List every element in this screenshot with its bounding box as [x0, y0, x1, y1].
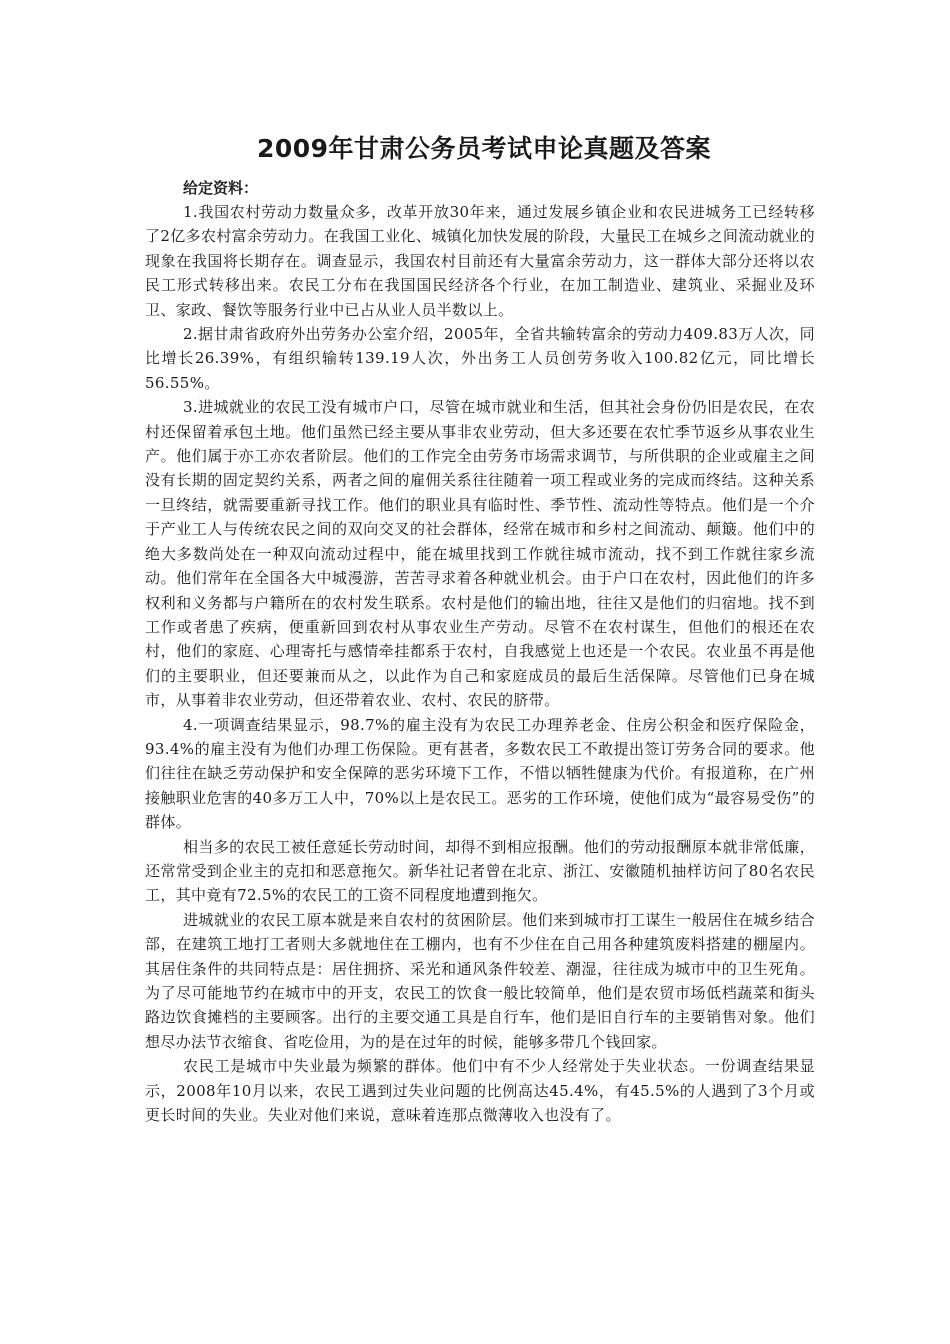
- paragraph-6: 进城就业的农民工原本就是来自农村的贫困阶层。他们来到城市打工谋生一般居住在城乡结合部，在建筑工地打工者则大多就地住在工棚内，也有不少住在自己用各种建筑废料搭建的棚屋内。其居住条件的共同特点是：居住拥挤、采光和通风条件较差、潮湿，往往成为城市中的卫生死角。为了尽可能地节约在城市中的开支，农民工的饮食一般比较简单，他们是农贸市场低档蔬菜和街头路边饮食摊档的主要顾客。出行的主要交通工具是自行车，他们是旧自行车的主要销售对象。他们想尽办法节衣缩食、省吃俭用，为的是在过年的时候，能够多带几个钱回家。: [145, 910, 815, 1051]
- paragraph-4: 4.一项调查结果显示，98.7%的雇主没有为农民工办理养老金、住房公积金和医疗保险金，93.4%的雇主没有为他们办理工伤保险。更有甚者，多数农民工不敢提出签订劳务合同的要求。他们往往在缺乏劳动保护和安全保障的恶劣环境下工作，不惜以牺牲健康为代价。有报道称，在广州接触职业危害的40多万工人中，70%以上是农民工。恶劣的工作环境，使他们成为“最容易受伤”的群体。: [145, 715, 815, 832]
- paragraph-7: 农民工是城市中失业最为频繁的群体。他们中有不少人经常处于失业状态。一份调查结果显示，2008年10月以来，农民工遇到过失业问题的比例高达45.4%，有45.5%的人遇到了3个月或更长时间的失业。失业对他们来说，意味着连那点微薄收入也没有了。: [145, 1057, 815, 1125]
- document-title: 2009年甘肃公务员考试申论真题及答案: [256, 134, 712, 163]
- document-page: [145, 132, 815, 1127]
- paragraph-2: 2.据甘肃省政府外出劳务办公室介绍，2005年，全省共输转富余的劳动力409.83万人次，同比增长26.39%，有组织输转139.19人次，外出务工人员创劳务收入100.82亿元，同比增长56.55%。: [145, 325, 815, 392]
- paragraph-3: 3.进城就业的农民工没有城市户口，尽管在城市就业和生活，但其社会身份仍旧是农民，在农村还保留着承包土地。他们虽然已经主要从事非农业劳动，但大多还要在农忙季节返乡从事农业生产。他们属于亦工亦农者阶层。他们的工作完全由劳务市场需求调节，与所供职的企业或雇主之间没有长期的固定契约关系，两者之间的雇佣关系往往随着一项工程或业务的完成而终结。这种关系一旦终结，就需要重新寻找工作。他们的职业具有临时性、季节性、流动性等特点。他们是一个介于产业工人与传统农民之间的双向交叉的社会群体，经常在城市和乡村之间流动、颠簸。他们中的绝大多数尚处在一种双向流动过程中，能在城里找到工作就往城市流动，找不到工作就往家乡流动。他们常年在全国各大中城漫游，苦苦寻求着各种就业机会。由于户口在农村，因此他们的许多权利和义务都与户籍所在的农村发生联系。农村是他们的输出地，往往又是他们的归宿地。找不到工作或者患了疾病，便重新回到农村从事农业生产劳动。尽管不在农村谋生，但他们的根还在农村，他们的家庭、心理寄托与感情牵挂都系于农村，自我感觉上也还是一个农民。农业虽不再是他们的主要职业，但还要兼而从之，以此作为自己和家庭成员的最后生活保障。尽管他们已身在城市，从事着非农业劳动，但还带着农业、农村、农民的脐带。: [145, 398, 815, 710]
- paragraph-5: 相当多的农民工被任意延长劳动时间，却得不到相应报酬。他们的劳动报酬原本就非常低廉，还常常受到企业主的克扣和恶意拖欠。新华社记者曾在北京、浙江、安徽随机抽样访问了80名农民工，其中竟有72.5%的农民工的工资不同程度地遭到拖欠。: [145, 837, 815, 905]
- material-label: 给定资料：: [183, 179, 259, 197]
- paragraph-1: 1.我国农村劳动力数量众多，改革开放30年来，通过发展乡镇企业和农民进城务工已经转移了2亿多农村富余劳动力。在我国工业化、城镇化加快发展的阶段，大量民工在城乡之间流动就业的现象在我国将长期存在。调查显示，我国农村目前还有大量富余劳动力，这一群体大部分还将以农民工形式转移出来。农民工分布在我国国民经济各个行业，在加工制造业、建筑业、采掘业及环卫、家政、餐饮等服务行业中已占从业人员半数以上。: [145, 203, 815, 319]
